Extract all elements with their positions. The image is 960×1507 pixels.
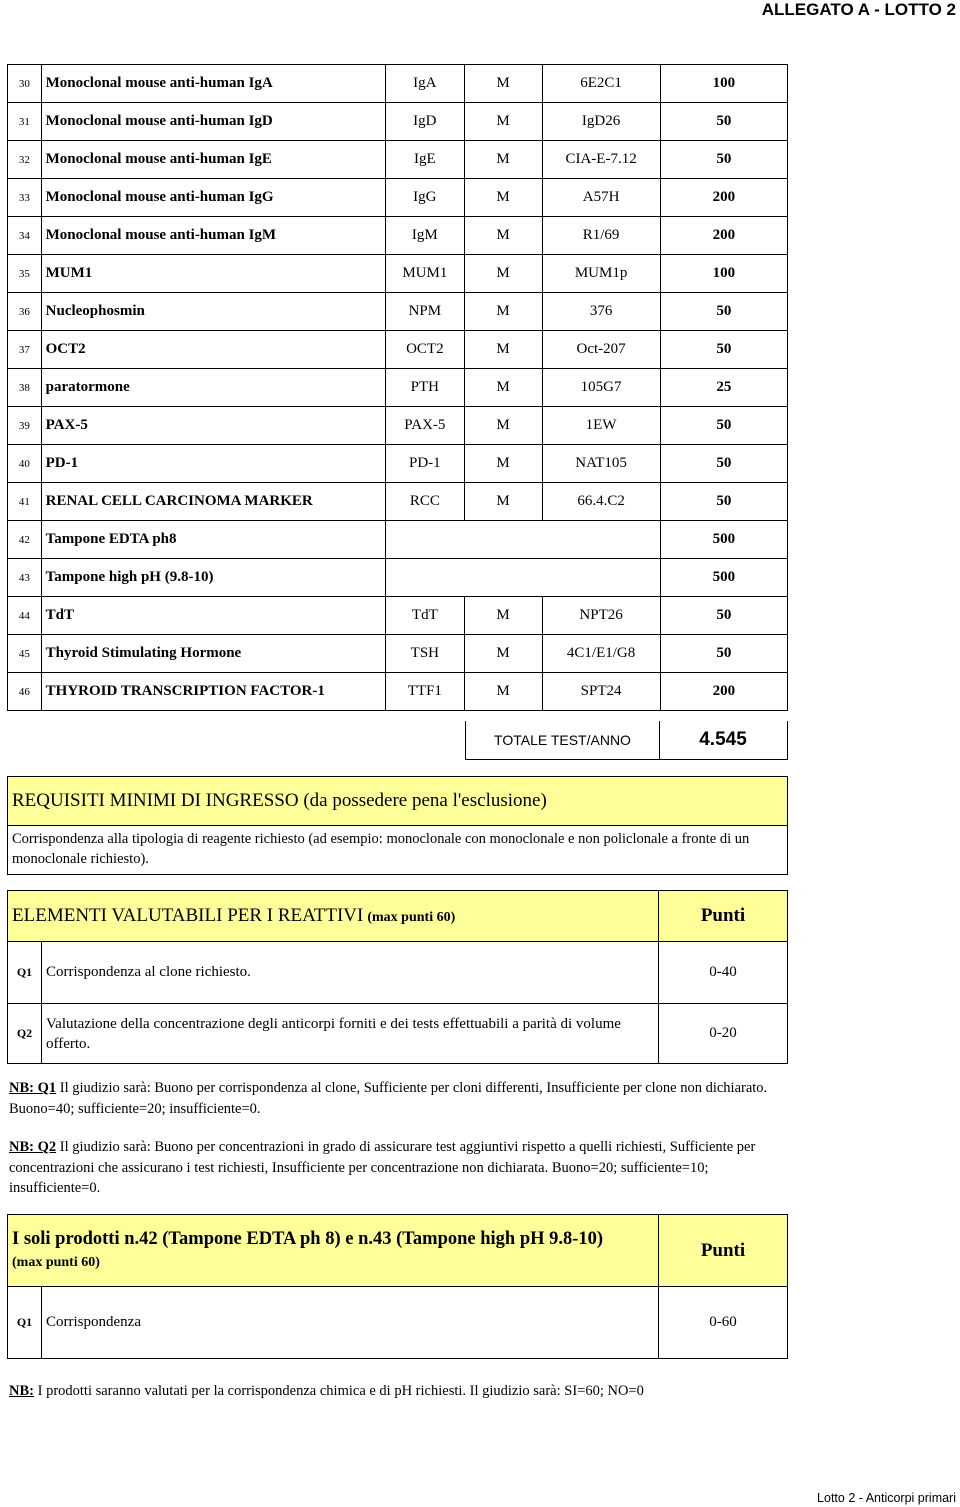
- cell-species: M: [464, 597, 542, 635]
- cell-name: OCT2: [41, 331, 385, 369]
- cell-clone: CIA-E-7.12: [542, 141, 660, 179]
- cell-n: 38: [8, 369, 42, 407]
- cell-abbr: IgD: [386, 103, 464, 141]
- cell-qty: 50: [660, 293, 787, 331]
- cell-qty: 500: [660, 559, 787, 597]
- cell-name: Monoclonal mouse anti-human IgG: [41, 179, 385, 217]
- cell-abbr: [386, 559, 661, 597]
- cell-clone: NPT26: [542, 597, 660, 635]
- q1-score: 0-40: [659, 942, 788, 1004]
- cell-abbr: TSH: [386, 635, 464, 673]
- soli-prodotti-table: [7, 1214, 788, 1359]
- cell-species: M: [464, 369, 542, 407]
- cell-name: Monoclonal mouse anti-human IgD: [41, 103, 385, 141]
- cell-qty: 50: [660, 407, 787, 445]
- valutabili-subtitle: (max punti 60): [367, 910, 456, 925]
- cell-clone: Oct-207: [542, 331, 660, 369]
- cell-n: 31: [8, 103, 42, 141]
- cell-species: M: [464, 141, 542, 179]
- cell-name: MUM1: [41, 255, 385, 293]
- cell-species: M: [464, 331, 542, 369]
- cell-name: Nucleophosmin: [41, 293, 385, 331]
- cell-species: M: [464, 293, 542, 331]
- cell-abbr: TTF1: [386, 673, 464, 711]
- cell-n: 34: [8, 217, 42, 255]
- cell-abbr: IgA: [386, 65, 464, 103]
- q1-label: Q1: [8, 942, 42, 1004]
- table-row: [8, 673, 788, 711]
- cell-abbr: IgG: [386, 179, 464, 217]
- cell-clone: 66.4.C2: [542, 483, 660, 521]
- cell-n: 43: [8, 559, 42, 597]
- nb-q2-text: Il giudizio sarà: Buono per concentrazioni in grado di assicurare test aggiuntivi rispetto a quelli richiesti, Sufficiente per concentrazioni che assicurano i test richiesti, Insufficiente per concentrazione non dichiarata. Buono=20; sufficiente=10; insufficiente=0.: [9, 1139, 756, 1196]
- soli-punti: Punti: [659, 1215, 788, 1287]
- table-row: [8, 255, 788, 293]
- cell-species: M: [464, 103, 542, 141]
- cell-clone: IgD26: [542, 103, 660, 141]
- cell-clone: 376: [542, 293, 660, 331]
- cell-n: 33: [8, 179, 42, 217]
- cell-qty: 50: [660, 483, 787, 521]
- cell-qty: 50: [660, 445, 787, 483]
- valutabili-title-cell: [8, 891, 659, 942]
- cell-abbr: PD-1: [386, 445, 464, 483]
- cell-name: TdT: [41, 597, 385, 635]
- table-row: [8, 559, 788, 597]
- cell-n: 36: [8, 293, 42, 331]
- cell-clone: 105G7: [542, 369, 660, 407]
- cell-n: 39: [8, 407, 42, 445]
- cell-name: PAX-5: [41, 407, 385, 445]
- q2-desc: Valutazione della concentrazione degli anticorpi forniti e dei tests effettuabili a parità di volume offerto.: [42, 1004, 659, 1064]
- cell-species: M: [464, 217, 542, 255]
- cell-clone: 4C1/E1/G8: [542, 635, 660, 673]
- cell-n: 45: [8, 635, 42, 673]
- page-header: ALLEGATO A - LOTTO 2: [761, 0, 956, 19]
- nb-soli-note: [9, 1381, 784, 1402]
- requisiti-text: Corrispondenza alla tipologia di reagente richiesto (ad esempio: monoclonale con monoclonale e non policlonale a fronte di un monoclonale richiesto).: [7, 825, 788, 875]
- table-row: [8, 635, 788, 673]
- soli-q1-score: 0-60: [659, 1287, 788, 1359]
- nb-q2-note: [9, 1137, 784, 1199]
- cell-species: M: [464, 673, 542, 711]
- table-row: [8, 179, 788, 217]
- soli-title-cell: [8, 1215, 659, 1287]
- table-row: [8, 521, 788, 559]
- cell-name: Monoclonal mouse anti-human IgM: [41, 217, 385, 255]
- nb-q1-label: NB: Q1: [9, 1080, 57, 1096]
- cell-clone: 1EW: [542, 407, 660, 445]
- table-row: [8, 65, 788, 103]
- cell-abbr: PTH: [386, 369, 464, 407]
- cell-name: Tampone EDTA ph8: [41, 521, 385, 559]
- cell-n: 30: [8, 65, 42, 103]
- cell-clone: SPT24: [542, 673, 660, 711]
- cell-species: M: [464, 445, 542, 483]
- valutabili-title: ELEMENTI VALUTABILI PER I REATTIVI: [12, 905, 364, 926]
- cell-qty: 50: [660, 597, 787, 635]
- cell-abbr: NPM: [386, 293, 464, 331]
- cell-species: M: [464, 635, 542, 673]
- cell-qty: 25: [660, 369, 787, 407]
- cell-qty: 200: [660, 217, 787, 255]
- cell-n: 41: [8, 483, 42, 521]
- cell-abbr: [386, 521, 661, 559]
- cell-n: 40: [8, 445, 42, 483]
- cell-name: RENAL CELL CARCINOMA MARKER: [41, 483, 385, 521]
- cell-abbr: TdT: [386, 597, 464, 635]
- cell-clone: 6E2C1: [542, 65, 660, 103]
- cell-n: 42: [8, 521, 42, 559]
- cell-abbr: IgM: [386, 217, 464, 255]
- q2-label: Q2: [8, 1004, 42, 1064]
- soli-subtitle: (max punti 60): [12, 1254, 100, 1270]
- valutabili-table: [7, 890, 788, 1064]
- cell-name: Thyroid Stimulating Hormone: [41, 635, 385, 673]
- cell-abbr: MUM1: [386, 255, 464, 293]
- cell-name: Monoclonal mouse anti-human IgA: [41, 65, 385, 103]
- total-label: TOTALE TEST/ANNO: [465, 721, 660, 760]
- requisiti-title: REQUISITI MINIMI DI INGRESSO (da possedere pena l'esclusione): [7, 776, 788, 826]
- cell-clone: R1/69: [542, 217, 660, 255]
- cell-qty: 100: [660, 255, 787, 293]
- cell-qty: 50: [660, 331, 787, 369]
- cell-qty: 200: [660, 673, 787, 711]
- cell-name: THYROID TRANSCRIPTION FACTOR-1: [41, 673, 385, 711]
- table-row: [8, 597, 788, 635]
- table-row: [8, 103, 788, 141]
- cell-qty: 50: [660, 635, 787, 673]
- soli-q1-desc: Corrispondenza: [42, 1287, 659, 1359]
- table-row: [8, 331, 788, 369]
- cell-abbr: PAX-5: [386, 407, 464, 445]
- nb-q1-note: [9, 1078, 784, 1119]
- nb-q1-text: Il giudizio sarà: Buono per corrispondenza al clone, Sufficiente per cloni differenti, Insufficiente per clone non dichiarato. Buono=40; sufficiente=20; insufficiente=0.: [9, 1080, 768, 1117]
- total-value: 4.545: [659, 721, 788, 760]
- page-footer: Lotto 2 - Anticorpi primari: [817, 1491, 956, 1505]
- q1-desc: Corrispondenza al clone richiesto.: [42, 942, 659, 1004]
- cell-n: 44: [8, 597, 42, 635]
- cell-n: 46: [8, 673, 42, 711]
- cell-abbr: RCC: [386, 483, 464, 521]
- table-row: [8, 483, 788, 521]
- soli-q1-label: Q1: [8, 1287, 42, 1359]
- cell-qty: 500: [660, 521, 787, 559]
- table-row: [8, 407, 788, 445]
- cell-clone: NAT105: [542, 445, 660, 483]
- cell-clone: A57H: [542, 179, 660, 217]
- nb-q2-label: NB: Q2: [9, 1139, 57, 1155]
- nb-soli-label: NB:: [9, 1383, 34, 1399]
- cell-species: M: [464, 407, 542, 445]
- cell-name: Monoclonal mouse anti-human IgE: [41, 141, 385, 179]
- table-row: [8, 445, 788, 483]
- cell-n: 32: [8, 141, 42, 179]
- cell-species: M: [464, 483, 542, 521]
- cell-abbr: IgE: [386, 141, 464, 179]
- cell-n: 37: [8, 331, 42, 369]
- cell-qty: 50: [660, 103, 787, 141]
- cell-species: M: [464, 179, 542, 217]
- soli-title: I soli prodotti n.42 (Tampone EDTA ph 8) e n.43 (Tampone high pH 9.8-10): [12, 1228, 604, 1249]
- nb-soli-text: I prodotti saranno valutati per la corrispondenza chimica e di pH richiesti. Il giudizio sarà: SI=60; NO=0: [33, 1383, 644, 1399]
- cell-species: M: [464, 255, 542, 293]
- table-row: [8, 369, 788, 407]
- product-table: [7, 64, 788, 711]
- table-row: [8, 141, 788, 179]
- cell-name: PD-1: [41, 445, 385, 483]
- q2-score: 0-20: [659, 1004, 788, 1064]
- cell-n: 35: [8, 255, 42, 293]
- cell-name: paratormone: [41, 369, 385, 407]
- valutabili-punti: Punti: [659, 891, 788, 942]
- cell-qty: 50: [660, 141, 787, 179]
- cell-abbr: OCT2: [386, 331, 464, 369]
- table-row: [8, 217, 788, 255]
- cell-clone: MUM1p: [542, 255, 660, 293]
- cell-name: Tampone high pH (9.8-10): [41, 559, 385, 597]
- cell-qty: 100: [660, 65, 787, 103]
- cell-qty: 200: [660, 179, 787, 217]
- cell-species: M: [464, 65, 542, 103]
- table-row: [8, 293, 788, 331]
